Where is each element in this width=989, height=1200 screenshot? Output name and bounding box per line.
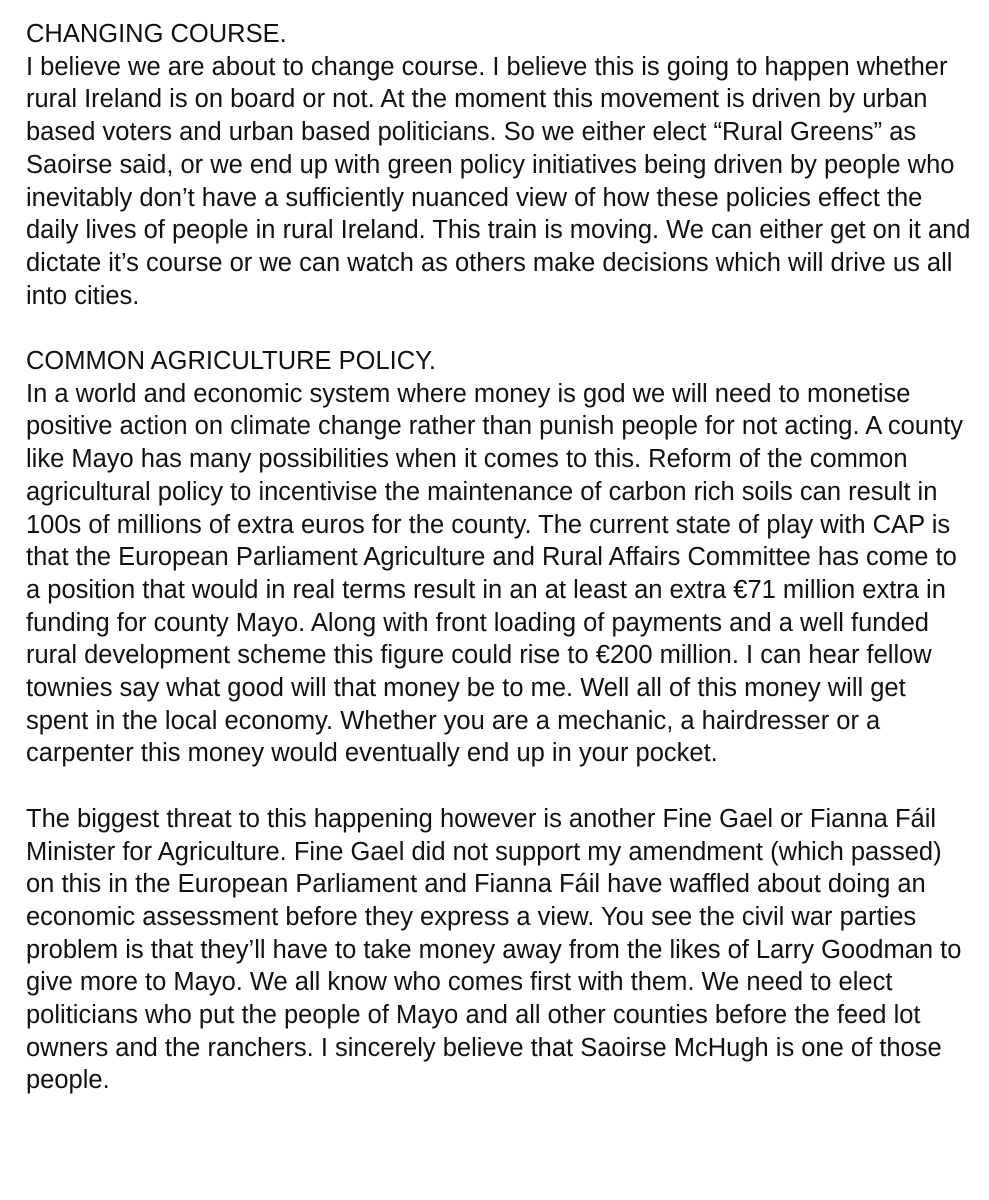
section-paragraph-common-agriculture-policy: In a world and economic system where money is god we will need to monetise positive action on climate change rather than punish people for not acting. A county like Mayo has many possibilities when it comes to this. Reform of the common agricultural policy to incentivise the maintenance of carbon rich soils can result in 100s of millions of extra euros for the county. The current state of play with CAP is that the European Parliament Agriculture and Rural Affairs Committee has come to a position that would in real terms result in an at least an extra €71 million extra in funding for county Mayo. Along with front loading of payments and a well funded rural development scheme this figure could rise to €200 million. I can hear fellow townies say what good will that money be to me. Well all of this money will get spent in the local economy. Whether you are a mechanic, a hairdresser or a carpenter this money would eventually end up in your pocket. (26, 379, 964, 768)
paragraph-spacer (26, 312, 975, 345)
section-paragraph-biggest-threat: The biggest threat to this happening however is another Fine Gael or Fianna Fáil Minister for Agriculture. Fine Gael did not support my amendment (which passed) on this in the European Parliament and Fianna Fáil have waffled about doing an economic assessment before they express a view. You see the civil war parties problem is that they’ll have to take money away from the likes of Larry Goodman to give more to Mayo. We all know who comes first with them. We need to elect politicians who put the people of Mayo and all other counties before the feed lot owners and the ranchers. I sincerely believe that Saoirse McHugh is one of those people. (26, 804, 962, 1095)
section-biggest-threat (26, 803, 975, 1097)
section-paragraph-changing-course: I believe we are about to change course. I believe this is going to happen whether rural Ireland is on board or not. At the moment this movement is driven by urban based voters and urban based politicians. So we either elect “Rural Greens” as Saoirse said, or we end up with green policy initiatives being driven by people who inevitably don’t have a sufficiently nuanced view of how these policies effect the daily lives of people in rural Ireland. This train is moving. We can either get on it and dictate it’s course or we can watch as others make decisions which will drive us all into cities. (26, 52, 971, 310)
section-heading-changing-course: CHANGING COURSE. (26, 20, 287, 48)
section-common-agriculture-policy (26, 345, 975, 770)
paragraph-spacer (26, 770, 975, 803)
section-changing-course (26, 18, 975, 312)
section-heading-common-agriculture-policy: COMMON AGRICULTURE POLICY. (26, 347, 436, 376)
